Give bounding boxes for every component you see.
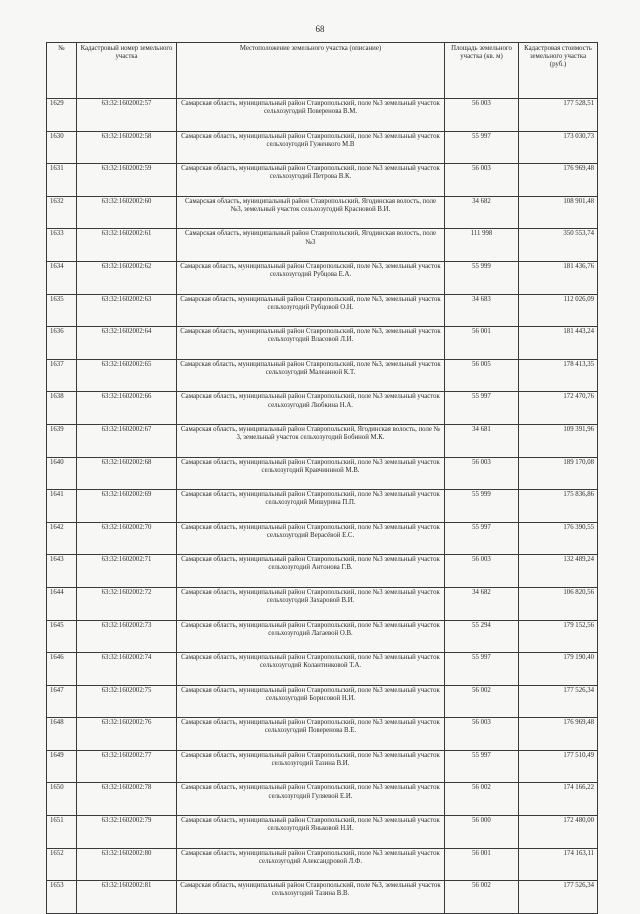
row-number-cell: 1649 — [47, 750, 77, 783]
location-cell: Самарская область, муниципальный район Ставропольский, поле №3 земельный участок сельхозугодий Колантинковой Т.А. — [177, 653, 445, 686]
row-number-cell: 1650 — [47, 783, 77, 816]
row-number-cell: 1643 — [47, 555, 77, 588]
area-cell: 56 005 — [445, 359, 519, 392]
cadastral-number-cell: 63:32:1602002:60 — [77, 196, 177, 229]
table-row — [47, 522, 598, 555]
table-row — [47, 685, 598, 718]
row-number-cell: 1635 — [47, 294, 77, 327]
cadastral-number-cell: 63:32:1602002:59 — [77, 164, 177, 197]
cadastral-number-cell: 63:32:1602002:75 — [77, 685, 177, 718]
area-cell: 56 003 — [445, 718, 519, 751]
cost-cell: 174 166,22 — [519, 783, 598, 816]
location-cell: Самарская область, муниципальный район Ставропольский, поле №3 земельный участок сельхозугодий Гуляевой Е.И. — [177, 783, 445, 816]
area-cell: 55 997 — [445, 750, 519, 783]
cadastral-number-cell: 63:32:1602002:71 — [77, 555, 177, 588]
location-cell: Самарская область, муниципальный район Ставропольский, поле №3 земельный участок сельхозугодий Александровой Л.Ф. — [177, 848, 445, 881]
location-cell: Самарская область, муниципальный район Ставропольский, поле №3 земельный участок сельхозугодий Верасёвой Е.С. — [177, 522, 445, 555]
table-row — [47, 294, 598, 327]
location-cell: Самарская область, муниципальный район Ставропольский, поле №3 земельный участок сельхозугодий Антонова Г.В. — [177, 555, 445, 588]
area-cell: 55 997 — [445, 522, 519, 555]
location-cell: Самарская область, муниципальный район Ставропольский, поле №3 земельный участок сельхозугодий Лагаевой О.В. — [177, 620, 445, 653]
location-cell: Самарская область, муниципальный район Ставропольский, Ягодинская волость, поле № 3, земельный участок сельхозугодий Бобиной М.К. — [177, 424, 445, 457]
table-row — [47, 490, 598, 523]
row-number-cell: 1645 — [47, 620, 77, 653]
cadastral-number-cell: 63:32:1602002:76 — [77, 718, 177, 751]
row-number-cell: 1632 — [47, 196, 77, 229]
location-cell: Самарская область, муниципальный район Ставропольский, поле №3, земельный участок сельхозугодий Рубцовой О.Н. — [177, 294, 445, 327]
cadastral-number-cell: 63:32:1602002:73 — [77, 620, 177, 653]
cadastral-number-cell: 63:32:1602002:65 — [77, 359, 177, 392]
cadastral-number-cell: 63:32:1602002:67 — [77, 424, 177, 457]
area-cell: 56 000 — [445, 816, 519, 849]
row-number-cell: 1634 — [47, 261, 77, 294]
cost-cell: 173 030,73 — [519, 131, 598, 164]
location-cell: Самарская область, муниципальный район Ставропольский, поле №3 земельный участок сельхозугодий Кравчиннной М.В. — [177, 457, 445, 490]
location-cell: Самарская область, муниципальный район Ставропольский, поле №3 земельный участок сельхозугодий Гуженкого М.В — [177, 131, 445, 164]
table-row — [47, 848, 598, 881]
area-cell: 56 003 — [445, 457, 519, 490]
cost-cell: 172 470,76 — [519, 392, 598, 425]
row-number-cell: 1641 — [47, 490, 77, 523]
location-cell: Самарская область, муниципальный район Ставропольский, поле №3, земельный участок сельхозугодий Власовой Л.И. — [177, 327, 445, 360]
cadastral-number-cell: 63:32:1602002:61 — [77, 229, 177, 262]
cost-cell: 175 836,86 — [519, 490, 598, 523]
cost-cell: 174 163,11 — [519, 848, 598, 881]
cost-cell: 181 443,24 — [519, 327, 598, 360]
location-cell: Самарская область, муниципальный район Ставропольский, поле №3, земельный участок сельхозугодий Тазина В.В. — [177, 881, 445, 914]
area-cell: 55 997 — [445, 131, 519, 164]
row-number-cell: 1630 — [47, 131, 77, 164]
header-cost: Кадастровая стоимость земельного участка (руб.) — [519, 43, 598, 99]
area-cell: 55 997 — [445, 392, 519, 425]
table-row — [47, 424, 598, 457]
location-cell: Самарская область, муниципальный район Ставропольский, поле №3 земельный участок сельхозугодий Мишурина П.П. — [177, 490, 445, 523]
cadastral-number-cell: 63:32:1602002:57 — [77, 99, 177, 132]
table-row — [47, 327, 598, 360]
header-cadastral-number: Кадастровый номер земельного участка — [77, 43, 177, 99]
table-row — [47, 196, 598, 229]
area-cell: 55 999 — [445, 490, 519, 523]
row-number-cell: 1639 — [47, 424, 77, 457]
area-cell: 55 999 — [445, 261, 519, 294]
cost-cell: 189 170,08 — [519, 457, 598, 490]
area-cell: 56 003 — [445, 164, 519, 197]
row-number-cell: 1631 — [47, 164, 77, 197]
cadastral-number-cell: 63:32:1602002:79 — [77, 816, 177, 849]
cost-cell: 177 510,49 — [519, 750, 598, 783]
row-number-cell: 1629 — [47, 99, 77, 132]
table-row — [47, 229, 598, 262]
area-cell: 56 002 — [445, 685, 519, 718]
row-number-cell: 1646 — [47, 653, 77, 686]
table-row — [47, 555, 598, 588]
cost-cell: 179 152,56 — [519, 620, 598, 653]
table-row — [47, 620, 598, 653]
table-header-row — [47, 43, 598, 99]
location-cell: Самарская область, муниципальный район Ставропольский, поле №3 земельный участок сельхозугодий Петрова В.К. — [177, 164, 445, 197]
table-row — [47, 99, 598, 132]
area-cell: 55 997 — [445, 653, 519, 686]
table-row — [47, 783, 598, 816]
cost-cell: 176 969,48 — [519, 164, 598, 197]
cost-cell: 108 901,48 — [519, 196, 598, 229]
cost-cell: 178 413,35 — [519, 359, 598, 392]
cadastral-number-cell: 63:32:1602002:78 — [77, 783, 177, 816]
table-row — [47, 881, 598, 914]
header-location: Местоположение земельного участка (описание) — [177, 43, 445, 99]
area-cell: 56 002 — [445, 783, 519, 816]
table-row — [47, 392, 598, 425]
location-cell: Самарская область, муниципальный район Ставропольский, Ягодинская волость, поле №3 — [177, 229, 445, 262]
cost-cell: 176 390,55 — [519, 522, 598, 555]
row-number-cell: 1647 — [47, 685, 77, 718]
row-number-cell: 1633 — [47, 229, 77, 262]
cadastral-number-cell: 63:32:1602002:68 — [77, 457, 177, 490]
location-cell: Самарская область, муниципальный район Ставропольский, Ягодинская волость, поле №3, земельный участок сельхозугодий Красновой В.И. — [177, 196, 445, 229]
header-area: Площадь земельного участка (кв. м) — [445, 43, 519, 99]
cadastral-number-cell: 63:32:1602002:72 — [77, 587, 177, 620]
row-number-cell: 1648 — [47, 718, 77, 751]
location-cell: Самарская область, муниципальный район Ставропольский, поле №3 земельный участок сельхозугодий Борисовой Н.И. — [177, 685, 445, 718]
cost-cell: 177 528,51 — [519, 99, 598, 132]
cadastral-number-cell: 63:32:1602002:69 — [77, 490, 177, 523]
cadastral-table — [46, 42, 598, 914]
table-row — [47, 164, 598, 197]
row-number-cell: 1653 — [47, 881, 77, 914]
table-row — [47, 457, 598, 490]
row-number-cell: 1651 — [47, 816, 77, 849]
row-number-cell: 1652 — [47, 848, 77, 881]
area-cell: 34 681 — [445, 424, 519, 457]
header-no: № — [47, 43, 77, 99]
cadastral-number-cell: 63:32:1602002:64 — [77, 327, 177, 360]
location-cell: Самарская область, муниципальный район Ставропольский, поле №3, земельный участок сельхозугодий Малеанной К.Т. — [177, 359, 445, 392]
location-cell: Самарская область, муниципальный район Ставропольский, поле №3 земельный участок сельхозугодий Поверенова В.Е. — [177, 718, 445, 751]
area-cell: 56 003 — [445, 99, 519, 132]
table-row — [47, 131, 598, 164]
table-row — [47, 816, 598, 849]
cadastral-number-cell: 63:32:1602002:81 — [77, 881, 177, 914]
cost-cell: 179 190,40 — [519, 653, 598, 686]
row-number-cell: 1637 — [47, 359, 77, 392]
cost-cell: 132 489,24 — [519, 555, 598, 588]
cost-cell: 106 820,56 — [519, 587, 598, 620]
table-row — [47, 750, 598, 783]
cost-cell: 181 436,76 — [519, 261, 598, 294]
cadastral-number-cell: 63:32:1602002:66 — [77, 392, 177, 425]
area-cell: 56 001 — [445, 327, 519, 360]
cost-cell: 176 969,48 — [519, 718, 598, 751]
location-cell: Самарская область, муниципальный район Ставропольский, поле №3 земельный участок сельхозугодий Поверенова В.М. — [177, 99, 445, 132]
area-cell: 56 003 — [445, 555, 519, 588]
location-cell: Самарская область, муниципальный район Ставропольский, поле №3 земельный участок сельхозугодий Любкина Н.А. — [177, 392, 445, 425]
cost-cell: 109 391,96 — [519, 424, 598, 457]
area-cell: 34 682 — [445, 196, 519, 229]
location-cell: Самарская область, муниципальный район Ставропольский, поле №3 земельный участок сельхозугодий Яньковой Н.И. — [177, 816, 445, 849]
row-number-cell: 1644 — [47, 587, 77, 620]
area-cell: 34 683 — [445, 294, 519, 327]
row-number-cell: 1638 — [47, 392, 77, 425]
area-cell: 55 294 — [445, 620, 519, 653]
cost-cell: 112 026,09 — [519, 294, 598, 327]
table-row — [47, 718, 598, 751]
cadastral-number-cell: 63:32:1602002:63 — [77, 294, 177, 327]
table-row — [47, 261, 598, 294]
cadastral-number-cell: 63:32:1602002:70 — [77, 522, 177, 555]
location-cell: Самарская область, муниципальный район Ставропольский, поле №3 земельный участок сельхозугодий Тазина В.И. — [177, 750, 445, 783]
area-cell: 56 001 — [445, 848, 519, 881]
cost-cell: 350 553,74 — [519, 229, 598, 262]
cadastral-number-cell: 63:32:1602002:80 — [77, 848, 177, 881]
table-row — [47, 359, 598, 392]
area-cell: 111 998 — [445, 229, 519, 262]
cost-cell: 177 526,34 — [519, 881, 598, 914]
row-number-cell: 1642 — [47, 522, 77, 555]
cadastral-number-cell: 63:32:1602002:74 — [77, 653, 177, 686]
cost-cell: 172 480,00 — [519, 816, 598, 849]
area-cell: 56 002 — [445, 881, 519, 914]
cadastral-number-cell: 63:32:1602002:58 — [77, 131, 177, 164]
area-cell: 34 682 — [445, 587, 519, 620]
row-number-cell: 1640 — [47, 457, 77, 490]
table-body — [47, 99, 598, 914]
cadastral-number-cell: 63:32:1602002:77 — [77, 750, 177, 783]
cadastral-number-cell: 63:32:1602002:62 — [77, 261, 177, 294]
page-number: 68 — [315, 24, 325, 34]
location-cell: Самарская область, муниципальный район Ставропольский, поле №3, земельный участок сельхозугодий Рубцова Е.А. — [177, 261, 445, 294]
cost-cell: 177 526,34 — [519, 685, 598, 718]
row-number-cell: 1636 — [47, 327, 77, 360]
location-cell: Самарская область, муниципальный район Ставропольский, поле №3 земельный участок сельхозугодий Захаровой В.И. — [177, 587, 445, 620]
table-row — [47, 653, 598, 686]
table-row — [47, 587, 598, 620]
